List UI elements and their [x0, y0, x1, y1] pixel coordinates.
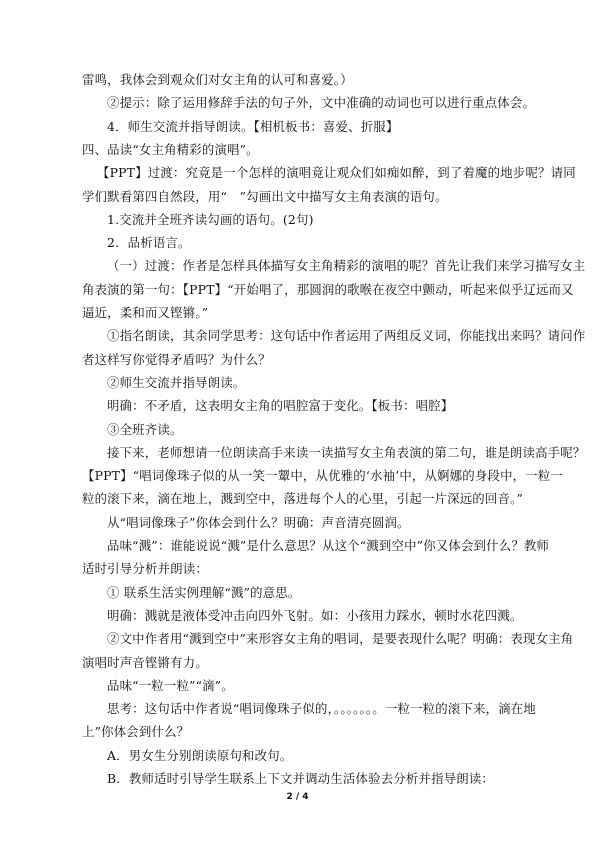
text-line: B．教师适时引导学生联系上下文并调动生活体验去分析并指导朗读：	[107, 771, 495, 786]
text-line: 从“唱词像珠子”你体会到什么？明确：声音清亮圆润。	[107, 514, 410, 530]
text-line: 品味“溅”：谁能说说“溅”是什么意思？从这个“溅到空中”你又体会到什么？教师	[107, 538, 550, 553]
page-number: 2 / 4	[286, 792, 309, 802]
text-line: 2．品析语言。	[107, 235, 191, 251]
text-line: 明确：溅就是液体受冲击向四外飞射。如：小孩用力踩水，顿时水花四溅。	[107, 607, 523, 623]
text-line: 1.交流并全班齐读勾画的语句。(2句)	[107, 211, 314, 227]
text-line: 4．师生交流并指导朗读。【相机板书：喜爱、折服】	[107, 118, 399, 134]
text-line: ②提示：除了运用修辞手法的句子外，文中准确的动词也可以进行重点体会。	[107, 95, 536, 111]
text-line: 雷鸣，我体会到观众们对女主角的认可和喜爱。）	[82, 72, 353, 87]
text-line: ③全班齐读。	[107, 421, 183, 437]
text-line: ①指名朗读，其余同学思考：这句话中作者运用了两组反义词，你能找出来吗？请问作	[107, 328, 586, 344]
section-heading: 四、品读“女主角精彩的演唱”。	[82, 141, 259, 157]
text-line: 【PPT】过渡：究竟是一个怎样的演唱竟让观众们如痴如醉，到了着魔的地步呢？请同	[97, 165, 576, 181]
text-line: ① 联系生活实例理解“溅”的意思。	[107, 584, 301, 600]
text-line: A．男女生分别朗读原句和改句。	[107, 747, 293, 763]
text-line: 粒的滚下来，滴在地上，溅到空中，落进每个人的心里，引起一片深远的回音。”	[82, 491, 524, 507]
text-line: 【PPT】“唱词像珠子似的从一笑一颦中，从优雅的‘水袖’中，从婀娜的身段中，一粒一	[82, 468, 564, 484]
text-line: 明确：不矛盾，这表明女主角的唱腔富于变化。【板书：唱腔】	[107, 398, 454, 414]
text-line: 品味“一粒一粒”“滴”。	[107, 677, 234, 693]
text-line: 角表演的第一句：【PPT】“开始唱了，那圆润的歌喉在夜空中颤动，听起来似乎辽远而又	[82, 281, 574, 297]
text-line: ②文中作者用“溅到空中”来形容女主角的唱词，是要表现什么呢？明确：表现女主角	[107, 631, 574, 647]
text-line: 适时引导分析并朗读：	[82, 561, 208, 577]
text-line: 上”你体会到什么？	[82, 724, 190, 740]
text-line: 演唱时声音铿锵有力。	[82, 654, 208, 670]
text-line: 学们默看第四自然段，用“ ”勾画出文中描写女主角表演的语句。	[82, 188, 448, 204]
text-line: 逼近，柔和而又铿锵。”	[82, 305, 209, 320]
text-line: ②师生交流并指导朗读。	[107, 374, 246, 390]
text-line: 思考：这句话中作者说“唱词像珠子似的，。。。。。。。一粒一粒的滚下来，滴在地	[107, 701, 536, 717]
text-line: （一）过渡：作者是怎样具体描写女主角精彩的演唱的呢？首先让我们来学习描写女主	[107, 258, 586, 274]
text-line: 者这样写你觉得矛盾吗？为什么？	[82, 351, 271, 367]
text-line: 接下来，老师想请一位朗读高手来读一读描写女主角表演的第二句，谁是朗读高手呢？	[107, 444, 586, 460]
